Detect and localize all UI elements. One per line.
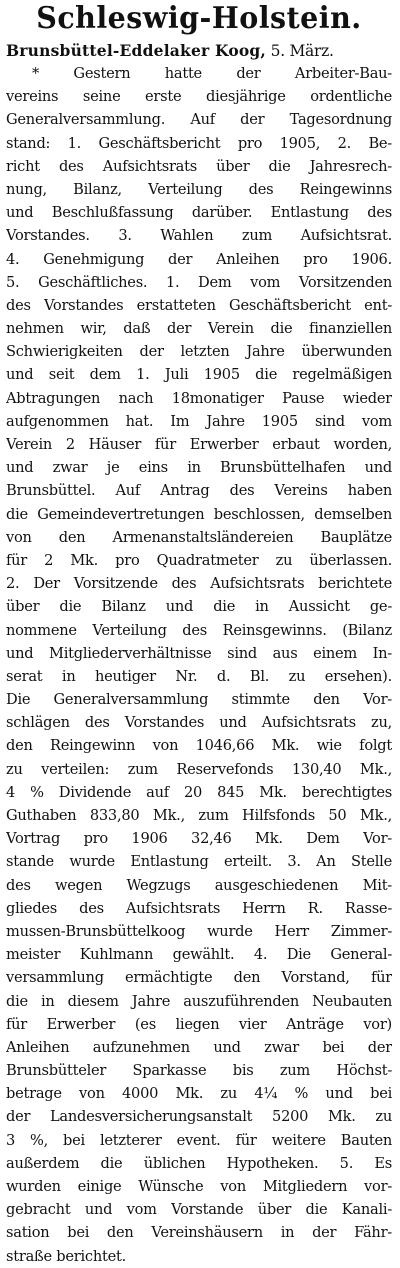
article-dateline xyxy=(6,40,392,62)
article-line: und Mitgliederverhältnisse sind aus einem In- xyxy=(6,644,392,662)
article-line: 4. Genehmigung der Anleihen pro 1906. xyxy=(6,250,392,268)
article-line: Vorstandes. 3. Wahlen zum Aufsichtsrat. xyxy=(6,227,392,245)
article-line: Brunsbüttel. Auf Antrag des Vereins haben xyxy=(6,482,392,500)
article-line: sation bei den Vereinshäusern in der Fähr- xyxy=(6,1224,392,1242)
article-line: der Landesversicherungsanstalt 5200 Mk. zu xyxy=(6,1108,392,1126)
article-line: und seit dem 1. Juli 1905 die regelmäßigen xyxy=(6,366,392,384)
article-line: Guthaben 833,80 Mk., zum Hilfsfonds 50 Mk., xyxy=(6,807,392,824)
article-line: Vortrag pro 1906 32,46 Mk. Dem Vor- xyxy=(6,830,392,848)
article-line: Brunsbütteler Sparkasse bis zum Höchst- xyxy=(6,1062,392,1080)
article-headline: Schleswig-Holstein. xyxy=(36,1,362,36)
article-line: die in diesem Jahre auszuführenden Neubauten xyxy=(6,992,392,1010)
article-line: außerdem die üblichen Hypotheken. 5. Es xyxy=(6,1154,392,1172)
article-line: serat in heutiger Nr. d. Bl. zu ersehen). xyxy=(6,667,392,685)
article-line: 5. Geschäftliches. 1. Dem vom Vorsitzenden xyxy=(6,273,392,291)
article-line: Anleihen aufzunehmen und zwar bei der xyxy=(6,1038,392,1056)
article-line: den Reingewinn von 1046,66 Mk. wie folgt xyxy=(6,737,392,755)
article-line: mussen-Brunsbüttelkoog wurde Herr Zimmer- xyxy=(6,922,392,940)
article-line: für Erwerber (es liegen vier Anträge vor) xyxy=(6,1015,392,1033)
article-line: und zwar je eins in Brunsbüttelhafen und xyxy=(6,459,392,477)
article-line: nung, Bilanz, Verteilung des Reingewinns xyxy=(6,180,392,198)
article-line: 4 % Dividende auf 20 845 Mk. berechtigtes xyxy=(6,783,392,801)
article-line: Verein 2 Häuser für Erwerber erbaut worden, xyxy=(6,436,392,453)
dateline-date: 5. März. xyxy=(270,42,334,60)
dateline-place: Brunsbüttel-Eddelaker Koog, xyxy=(6,41,267,60)
article-line: aufgenommen hat. Im Jahre 1905 sind vom xyxy=(6,412,392,430)
article-line: straße berichtet. xyxy=(6,1247,127,1265)
article-line: stand: 1. Geschäftsbericht pro 1905, 2. Be- xyxy=(6,134,392,152)
article-line: Die Generalversammlung stimmte den Vor- xyxy=(6,691,392,709)
article-line: 2. Der Vorsitzende des Aufsichtsrats berichtete xyxy=(6,575,392,593)
article-line: nommene Verteilung des Reinsgewinns. (Bilanz xyxy=(6,621,392,639)
article-line: gliedes des Aufsichtsrats Herrn R. Rasse- xyxy=(6,899,392,917)
article-line: wurden einige Wünsche von Mitgliedern vor- xyxy=(6,1178,392,1195)
article-line: von den Armenanstaltsländereien Bauplätze xyxy=(6,528,392,546)
article-line: für 2 Mk. pro Quadratmeter zu überlassen. xyxy=(6,551,392,569)
article-line: Generalversammlung. Auf der Tagesordnung xyxy=(6,111,392,129)
article-line: schlägen des Vorstandes und Aufsichtsrats zu, xyxy=(6,714,392,732)
article-line: nehmen wir, daß der Verein die finanziellen xyxy=(6,320,392,338)
article-line: stande wurde Entlastung erteilt. 3. An Stelle xyxy=(6,853,392,871)
article-body xyxy=(6,62,392,1268)
article-line: versammlung ermächtigte den Vorstand, für xyxy=(6,969,392,987)
article-line: 3 %, bei letzterer event. für weitere Bauten xyxy=(6,1131,392,1149)
article-line: die Gemeindevertretungen beschlossen, demselben xyxy=(6,505,392,523)
article-line: des wegen Wegzugs ausgeschiedenen Mit- xyxy=(6,876,392,894)
article-line: Abtragungen nach 18monatiger Pause wieder xyxy=(6,389,392,407)
article-line: gebracht und vom Vorstande über die Kanali- xyxy=(6,1201,392,1219)
article-line: und Beschlußfassung darüber. Entlastung des xyxy=(6,204,392,222)
article-line: meister Kuhlmann gewählt. 4. Die General- xyxy=(6,946,392,964)
article-line: zu verteilen: zum Reservefonds 130,40 Mk., xyxy=(6,760,392,778)
article-line: Schwierigkeiten der letzten Jahre überwunden xyxy=(6,343,392,361)
article-line: betrage von 4000 Mk. zu 4¼ % und bei xyxy=(6,1085,392,1103)
article-line: richt des Aufsichtsrats über die Jahresrech- xyxy=(6,157,392,175)
article-line: vereins seine erste diesjährige ordentliche xyxy=(6,88,392,106)
article-line: * Gestern hatte der Arbeiter-Bau- xyxy=(32,65,392,82)
article-line: des Vorstandes erstatteten Geschäftsbericht ent- xyxy=(6,296,392,314)
article-line: über die Bilanz und die in Aussicht ge- xyxy=(6,598,392,616)
